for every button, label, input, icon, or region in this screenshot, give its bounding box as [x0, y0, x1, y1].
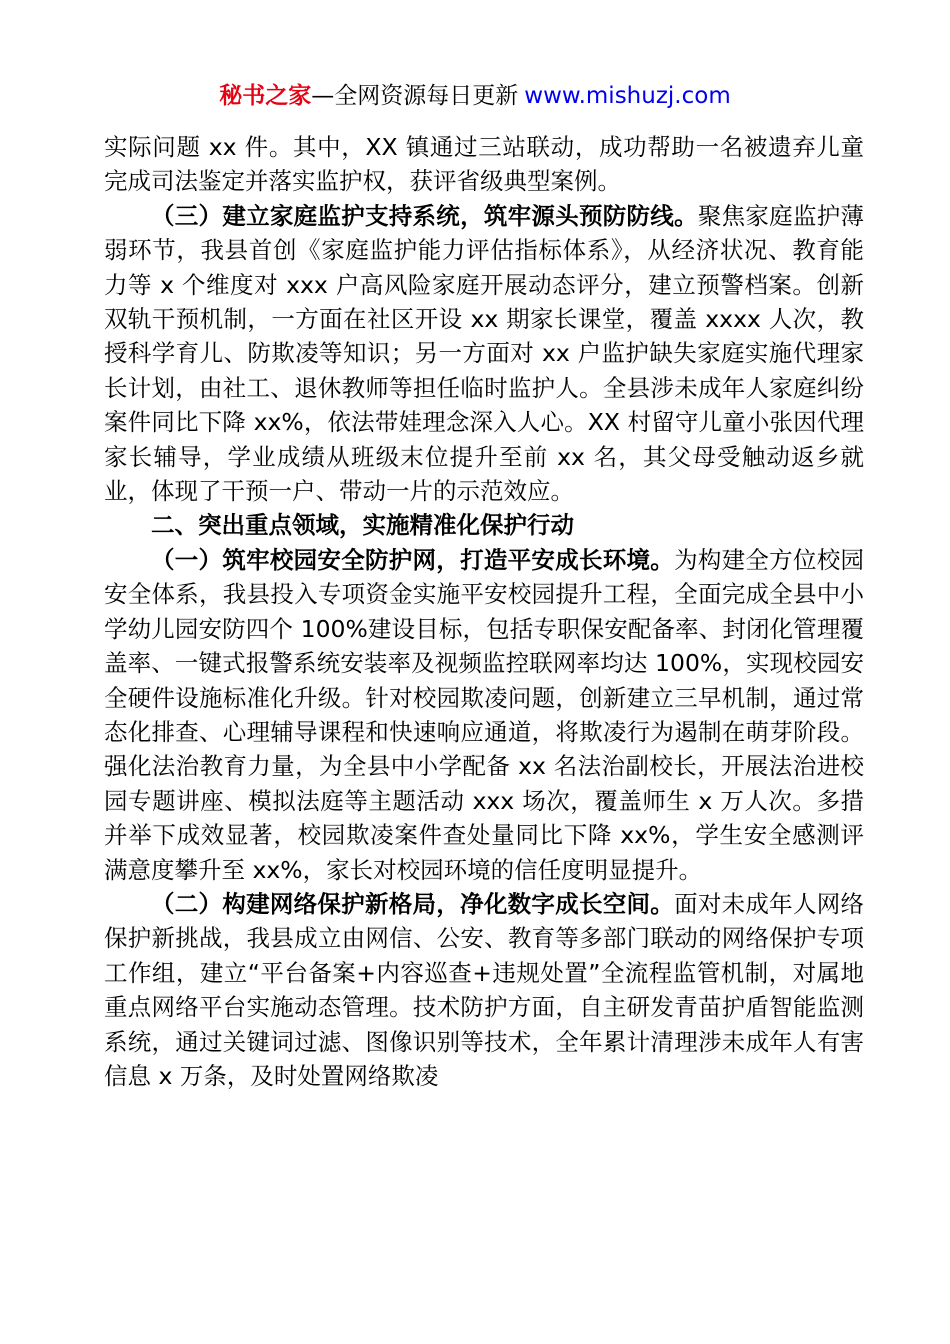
paragraph-campus-safety: [104, 543, 864, 887]
paragraph-text: 为构建全方位校园安全体系，我县投入专项资金实施平安校园提升工程，全面完成全县中小学幼儿园安防四个 100%建设目标，包括专职保安配备率、封闭化管理覆盖率、一键式报警系统安装率及视频监控联网率均达 100%，实现校园安全硬件设施标准化升级。针对校园欺凌问题，创新建立三早机制，通过常态化排查、心理辅导课程和快速响应通道，将欺凌行为遏制在萌芽阶段。强化法治教育力量，为全县中小学配备 xx 名法治副校长，开展法治进校园专题讲座、模拟法庭等主题活动 xxx 场次，覆盖师生 x 万人次。多措并举下成效显著，校园欺凌案件查处量同比下降 xx%，学生安全感测评满意度攀升至 xx%，家长对校园环境的信任度明显提升。: [104, 545, 865, 884]
paragraph-continuation: 实际问题 xx 件。其中，XX 镇通过三站联动，成功帮助一名被遗弃儿童完成司法鉴定并落实监护权，获评省级典型案例。: [104, 133, 864, 196]
paragraph-text: 面对未成年人网络保护新挑战，我县成立由网信、公安、教育等多部门联动的网络保护专项工作组，建立“平台备案+内容巡查+违规处置”全流程监管机制，对属地重点网络平台实施动态管理。技术防护方面，自主研发青苗护盾智能监测系统，通过关键词过滤、图像识别等技术，全年累计清理涉未成年人有害信息 x 万条，及时处置网络欺凌: [104, 889, 865, 1090]
site-header: [0, 80, 950, 112]
paragraph-heading: （一）筑牢校园安全防护网，打造平安成长环境。: [151, 545, 675, 574]
header-tagline: —全网资源每日更新: [311, 83, 519, 109]
paragraph-heading: （三）建立家庭监护支持系统，筑牢源头预防防线。: [151, 201, 698, 230]
paragraph-network-protection: [104, 887, 864, 1093]
document-body: [104, 130, 864, 1093]
paragraph-heading: （二）构建网络保护新格局，净化数字成长空间。: [151, 889, 675, 918]
site-url-link[interactable]: www.mishuzj.com: [524, 83, 731, 109]
paragraph-family-guardianship: [104, 199, 864, 509]
paragraph-text: 聚焦家庭监护薄弱环节，我县首创《家庭监护能力评估指标体系》，从经济状况、教育能力等 x 个维度对 xxx 户高风险家庭开展动态评分，建立预警档案。创新双轨干预机制，一方面在社区开设 xx 期家长课堂，覆盖 xxxx 人次，教授科学育儿、防欺凌等知识；另一方面对 xx 户监护缺失家庭实施代理家长计划，由社工、退休教师等担任临时监护人。全县涉未成年人家庭纠纷案件同比下降 xx%，依法带娃理念深入人心。XX 村留守儿童小张因代理家长辅导，学业成绩从班级末位提升至前 xx 名，其父母受触动返乡就业，体现了干预一户、带动一片的示范效应。: [104, 201, 865, 506]
section-heading: 二、突出重点领域，实施精准化保护行动: [151, 511, 574, 540]
brand-name: 秘书之家: [219, 83, 312, 109]
